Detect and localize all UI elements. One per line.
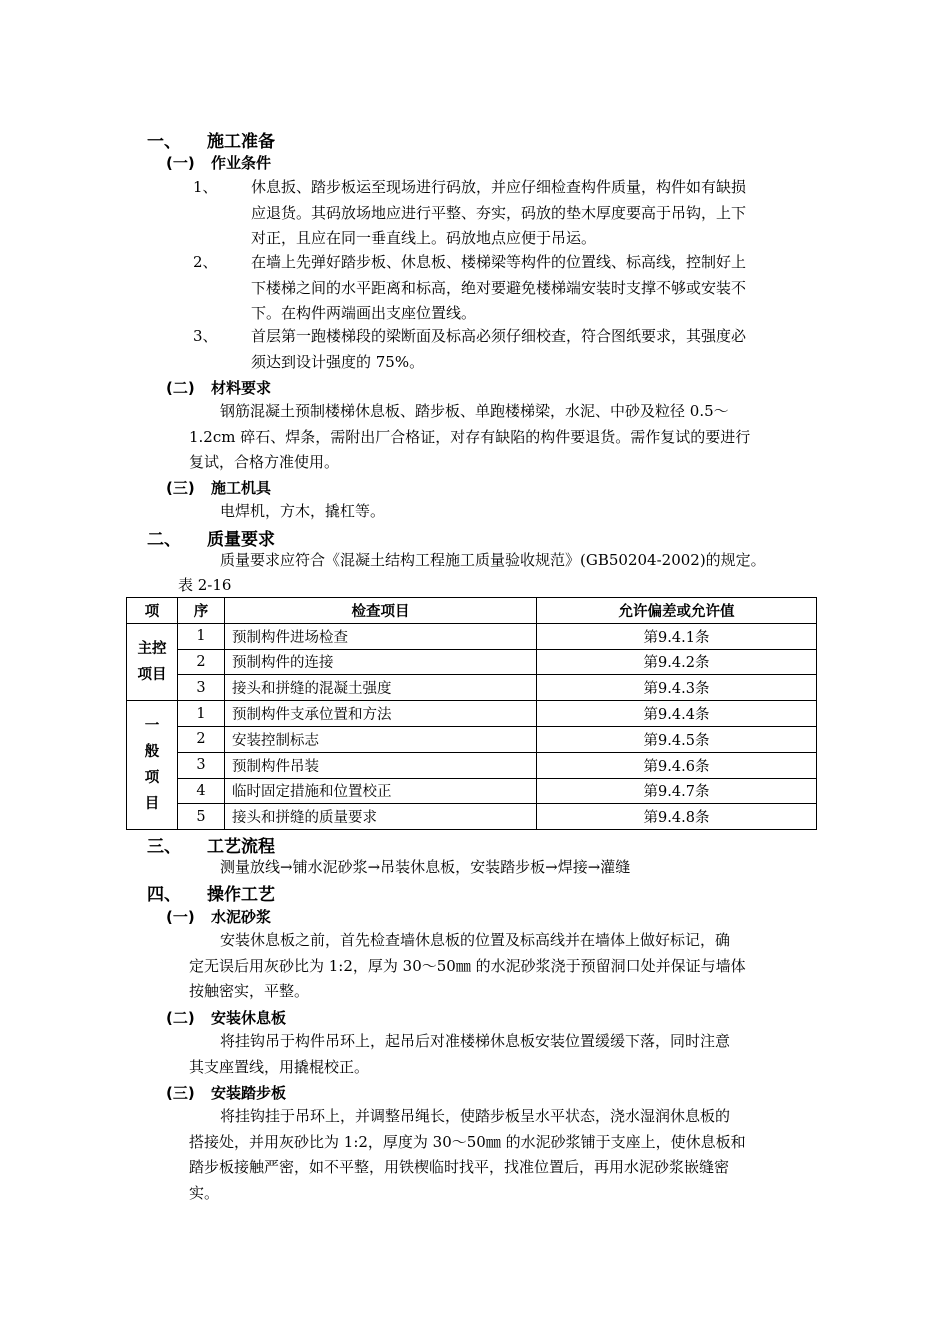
table-row — [127, 623, 817, 649]
item-2-text — [251, 250, 746, 327]
table-row — [127, 701, 817, 727]
section-4-title: 操作工艺 — [207, 885, 275, 905]
section-1-number: 一、 — [147, 132, 181, 152]
text-line: 将挂钩吊于构件吊环上，起吊后对准楼梯休息板安装位置缓缓下落，同时注意 — [220, 1032, 731, 1050]
text-line: 定无误后用灰砂比为 1:2，厚为 30～50㎜ 的水泥砂浆浇于预留洞口处并保证与墙体 — [189, 956, 746, 975]
row-seq: 2 — [178, 726, 225, 752]
text-line: 搭接处，并用灰砂比为 1:2，厚度为 30～50㎜ 的水泥砂浆铺于支座上，使休息板和 — [189, 1132, 746, 1151]
subsection-4-2-title: 安装休息板 — [211, 1009, 287, 1027]
text-line: 钢筋混凝土预制楼梯休息板、踏步板、单跑楼梯梁，水泥、中砂及粒径 0.5～ — [220, 402, 729, 420]
item-2-number: 2、 — [193, 253, 218, 271]
process-flow-text: 测量放线→铺水泥砂浆→吊装休息板，安装踏步板→焊接→灌缝 — [220, 858, 631, 876]
section-3-number: 三、 — [147, 837, 181, 857]
table-row — [127, 649, 817, 675]
row-seq: 3 — [178, 752, 225, 778]
text-line: 下楼梯之间的水平距离和标高，绝对要避免楼梯端安装时支撑不够或安装不 — [251, 278, 747, 297]
materials-paragraph — [189, 399, 750, 476]
text-line: 复试，合格方准使用。 — [189, 453, 340, 471]
subsection-1-1-number: (一) — [166, 154, 195, 172]
text-line: 按触密实，平整。 — [189, 982, 310, 1000]
item-3-text — [251, 324, 746, 375]
subsection-1-3-number: (三) — [166, 479, 195, 497]
row-value: 第9.4.4条 — [537, 701, 817, 727]
text-line: 将挂钩挂于吊环上，并调整吊绳长，使踏步板呈水平状态，浇水湿润休息板的 — [220, 1107, 731, 1125]
row-value: 第9.4.3条 — [537, 675, 817, 701]
header-category: 项 — [127, 598, 178, 624]
subsection-1-3-title: 施工机具 — [211, 479, 272, 497]
tools-text: 电焊机，方木，撬杠等。 — [220, 502, 386, 520]
section-1-title: 施工准备 — [207, 132, 275, 152]
text-line: 安装休息板之前，首先检查墙休息板的位置及标高线并在墙体上做好标记，确 — [220, 931, 731, 949]
group-main-control: 主控 项目 — [127, 623, 178, 700]
section-4-number: 四、 — [147, 885, 181, 905]
table-row — [127, 804, 817, 830]
subsection-4-3-title: 安装踏步板 — [211, 1084, 287, 1102]
row-item: 安装控制标志 — [225, 726, 537, 752]
row-item: 预制构件支承位置和方法 — [225, 701, 537, 727]
row-item: 预制构件的连接 — [225, 649, 537, 675]
section-3-title: 工艺流程 — [207, 837, 275, 857]
quality-table — [126, 597, 817, 830]
row-seq: 1 — [178, 623, 225, 649]
row-seq: 4 — [178, 778, 225, 804]
quality-text: 质量要求应符合《混凝土结构工程施工质量验收规范》(GB50204-2002)的规定。 — [220, 551, 766, 569]
table-row — [127, 726, 817, 752]
table-header-row — [127, 598, 817, 624]
table-caption: 表 2-16 — [178, 576, 232, 594]
section-2-title: 质量要求 — [207, 530, 275, 550]
row-value: 第9.4.8条 — [537, 804, 817, 830]
text-line: 1.2cm 碎石、焊条，需附出厂合格证，对存有缺陷的构件要退货。需作复试的要进行 — [189, 427, 751, 446]
text-line: 对正，且应在同一垂直线上。码放地点应便于吊运。 — [251, 229, 597, 247]
row-seq: 3 — [178, 675, 225, 701]
row-seq: 2 — [178, 649, 225, 675]
row-seq: 1 — [178, 701, 225, 727]
text-line: 在墙上先弹好踏步板、休息板、楼梯梁等构件的位置线、标高线，控制好上 — [251, 253, 747, 271]
row-item: 预制构件进场检查 — [225, 623, 537, 649]
row-value: 第9.4.2条 — [537, 649, 817, 675]
tread-slab-paragraph — [189, 1104, 746, 1206]
text-line: 首层第一跑楼梯段的梁断面及标高必须仔细校查，符合图纸要求，其强度必 — [251, 327, 747, 345]
section-2-number: 二、 — [147, 530, 181, 550]
subsection-1-1-title: 作业条件 — [211, 154, 272, 172]
text-line: 休息扳、踏步板运至现场进行码放，并应仔细检查构件质量，构件如有缺损 — [251, 178, 747, 196]
table-row — [127, 752, 817, 778]
header-value: 允许偏差或允许值 — [537, 598, 817, 624]
group-general: 一 般 项 目 — [127, 701, 178, 830]
item-1-text — [251, 175, 746, 252]
text-line: 须达到设计强度的 75%。 — [251, 352, 425, 371]
text-line: 其支座置线，用撬棍校正。 — [189, 1057, 370, 1076]
subsection-4-1-title: 水泥砂浆 — [211, 908, 272, 926]
text-line: 踏步板接触严密，如不平整，用铁楔临时找平，找准位置后，再用水泥砂浆嵌缝密 — [189, 1158, 730, 1176]
table-row — [127, 675, 817, 701]
row-item: 临时固定措施和位置校正 — [225, 778, 537, 804]
mortar-paragraph — [189, 928, 746, 1005]
text-line: 下。在构件两端画出支座位置线。 — [251, 304, 477, 322]
row-item: 预制构件吊装 — [225, 752, 537, 778]
item-3-number: 3、 — [193, 327, 218, 345]
subsection-4-2-number: (二) — [166, 1009, 195, 1027]
row-item: 接头和拼缝的质量要求 — [225, 804, 537, 830]
item-1-number: 1、 — [193, 178, 218, 196]
row-value: 第9.4.1条 — [537, 623, 817, 649]
subsection-1-2-title: 材料要求 — [211, 379, 272, 397]
row-item: 接头和拼缝的混凝土强度 — [225, 675, 537, 701]
row-value: 第9.4.7条 — [537, 778, 817, 804]
row-value: 第9.4.6条 — [537, 752, 817, 778]
rest-slab-paragraph — [189, 1029, 730, 1080]
text-line: 应退货。其码放场地应进行平整、夯实，码放的垫木厚度要高于吊钩，上下 — [251, 203, 747, 222]
table-row — [127, 778, 817, 804]
subsection-1-2-number: (二) — [166, 379, 195, 397]
text-line: 实。 — [189, 1183, 220, 1202]
header-item: 检查项目 — [225, 598, 537, 624]
row-value: 第9.4.5条 — [537, 726, 817, 752]
row-seq: 5 — [178, 804, 225, 830]
subsection-4-3-number: (三) — [166, 1084, 195, 1102]
subsection-4-1-number: (一) — [166, 908, 195, 926]
header-seq: 序 — [178, 598, 225, 624]
